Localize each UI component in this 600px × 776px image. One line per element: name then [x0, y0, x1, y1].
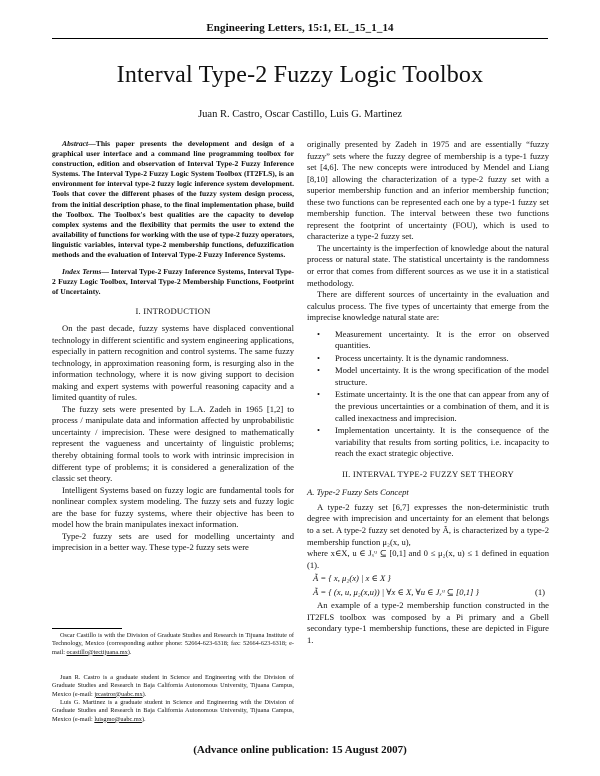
abstract-label: Abstract	[62, 139, 89, 148]
section-heading-introduction: I. INTRODUCTION	[135, 306, 211, 317]
authors: Juan R. Castro, Oscar Castillo, Luis G. Martinez	[198, 109, 402, 120]
footnote-end: ).	[127, 648, 132, 656]
right-paragraph-4: A type-2 fuzzy set [6,7] expresses the non-deterministic truth degree with imprecision and uncertainty for an element that belongs to a set. A type-2 fuzzy set denoted by Ã, is characterized by a type-2 membership function μ₂(x, u),	[307, 501, 549, 547]
right-paragraph-2: The uncertainty is the imperfection of knowledge about the natural process or natural state. The statistical uncertainty is the randomness or error that comes from different sources as we use it in a statistical methodology.	[307, 242, 549, 288]
list-item: • Process uncertainty. It is the dynamic randomness.	[307, 353, 549, 365]
equation-line-2	[307, 587, 549, 599]
equation-line-1: Ã = { x, μ₂(x) | x ∈ X }	[313, 573, 391, 584]
footnote-end: ).	[141, 715, 146, 723]
abstract-text: —This paper presents the development and design of a graphical user interface and a command line programming toolbox for construction, edition and observation of Interval Type-2 Fuzzy Inference Systems. The Interval Type-2 Fuzzy Logic System Toolbox (IT2FLS), is an environment for interval type-2 fuzzy logic inference system development. Tools that cover the different phases of the fuzzy system design process, from the initial description phase, to the final implementation phase, build the Toolbox. The Toolbox's best qualities are the capacity to develop complex systems and the flexibility that permits the user to extend the availability of functions for working with the use of type-2 fuzzy operators, linguistic variables, interval type-2 membership functions, defuzzification methods and the evaluation of Interval Type-2 Fuzzy Inference Systems.	[52, 139, 295, 260]
footnote-text: Luis G. Martinez is a graduate student in Science and Engineering with the Division of Graduate Studies and Research in Baja California Autonomous University, Tijuana Campus, Mexico (e-mail:	[52, 699, 294, 723]
footnote-text: Oscar Castillo is with the Division of Graduate Studies and Research in Tijuana Institute of Technology, Mexico (corresponding author phone: 52664-623-6318; fax: 52664-623-6318; e-mail:	[52, 632, 294, 656]
right-paragraph-5: where x∈X, u ∈ Jₓᵘ ⊆ [0,1] and 0 ≤ μ₂(x, u) ≤ 1 defined in equation (1).	[307, 548, 549, 570]
list-item: • Measurement uncertainty. It is the error on observed quantities.	[307, 329, 549, 352]
right-paragraph-6: An example of a type-2 membership function constructed in the IT2FLS toolbox was composed by a Pi primary and a Gbell secondary type-1 membership functions, these are depicted in Figure 1.	[307, 600, 549, 645]
uncertainty-list	[307, 329, 549, 460]
index-terms	[52, 267, 294, 297]
intro-paragraph-4: Type-2 fuzzy sets are used for modelling uncertainty and imprecision in a better way. These type-2 fuzzy sets were	[52, 530, 294, 553]
intro-paragraph-3: Intelligent Systems based on fuzzy logic are fundamental tools for nonlinear complex system modeling. The fuzzy sets and fuzzy logic are the base for fuzzy systems, where their objective has been to model how the brain manipulates inexact information.	[52, 484, 294, 530]
footnote-castro	[52, 674, 294, 699]
right-paragraph-1: originally presented by Zadeh in 1975 and are essentially “fuzzy fuzzy” sets where the fuzzy degree of membership is a type-1 fuzzy set [4,6]. The new concepts were introduced by Mendel and Liang [8,10] allowing the characterization of a type-2 fuzzy set with a superior membership function and an inferior membership function; these two functions can be represented each one by a type-1 fuzzy set membership function. The interval between these two functions represent the footprint of uncertainty (FOU), which is used to characterize a type-2 fuzzy set.	[307, 139, 549, 242]
right-column	[307, 139, 549, 646]
email-link[interactable]: luisgmo@uabc.mx	[94, 715, 142, 723]
footnote-end: ).	[142, 690, 147, 698]
list-item: • Estimate uncertainty. It is the one that can appear from any of the previous uncertainties or a combination of them, and it is called inexactness and imprecision.	[307, 389, 549, 424]
footnote-text: Juan R. Castro is a graduate student in Science and Engineering with the Division of Graduate Studies and Research in Baja California Autonomous University, Tijuana Campus, Mexico (e-mail:	[52, 674, 294, 698]
intro-paragraph-2: The fuzzy sets were presented by L.A. Zadeh in 1965 [1,2] to process / manipulate data and information affected by unprobabilistic uncertainty / imprecision. These were designed to mathematically represent the vagueness and uncertainty of linguistic problems; thereby obtaining formal tools to work with intrinsic imprecision in different type of problems; it is considered a generalization of the classic set theory.	[52, 403, 294, 484]
publication-footer: (Advance online publication: 15 August 2007)	[193, 744, 407, 756]
journal-header: Engineering Letters, 15:1, EL_15_1_14	[206, 22, 394, 34]
abstract	[52, 139, 294, 260]
email-link[interactable]: ocastillo@tectijuana.mx	[66, 648, 128, 656]
list-item: • Implementation uncertainty. It is the consequence of the variability that results from sorting politics, i.e. incapacity to reach the exact strategic objective.	[307, 425, 549, 460]
right-paragraph-3: There are different sources of uncertainty in the evaluation and calculus process. The five types of uncertainty that emerge from the imprecise knowledge natural state are:	[307, 289, 549, 323]
footnote-castillo	[52, 632, 294, 657]
header-rule	[52, 38, 548, 39]
equation-text: Ã = { (x, u, μ₂(x,u)) | ∀x ∈ X, ∀u ∈ Jₓᵘ ⊆ [0,1] }	[313, 586, 479, 597]
footnote-rule	[52, 628, 122, 629]
index-terms-text: — Interval Type-2 Fuzzy Inference Systems, Interval Type-2 Fuzzy Logic Toolbox, Interval Type-2 Membership Functions, Footprint of Uncertainty.	[52, 267, 295, 297]
email-link[interactable]: jrcastror@uabc.mx	[94, 690, 143, 698]
left-column	[52, 139, 294, 554]
paper-title: Interval Type-2 Fuzzy Logic Toolbox	[116, 62, 484, 88]
index-terms-label: Index Terms	[62, 267, 102, 277]
intro-paragraph-1: On the past decade, fuzzy systems have displaced conventional technology in different scientific and system engineering applications, especially in pattern recognition and control systems. The same fuzzy technology, in approximation reasoning form, is resurging also in the information technology, where it is now giving support to decision making and expert systems with powerful reasoning capacity and a limited quantity of rules.	[52, 322, 294, 403]
list-item: • Model uncertainty. It is the wrong specification of the model structure.	[307, 365, 549, 388]
equation-number: (1)	[534, 586, 545, 597]
footnote-martinez	[52, 699, 294, 724]
section-heading-type2-theory: II. INTERVAL TYPE-2 FUZZY SET THEORY	[342, 468, 514, 479]
subsection-heading-concept: A. Type-2 Fuzzy Sets Concept	[307, 487, 409, 498]
